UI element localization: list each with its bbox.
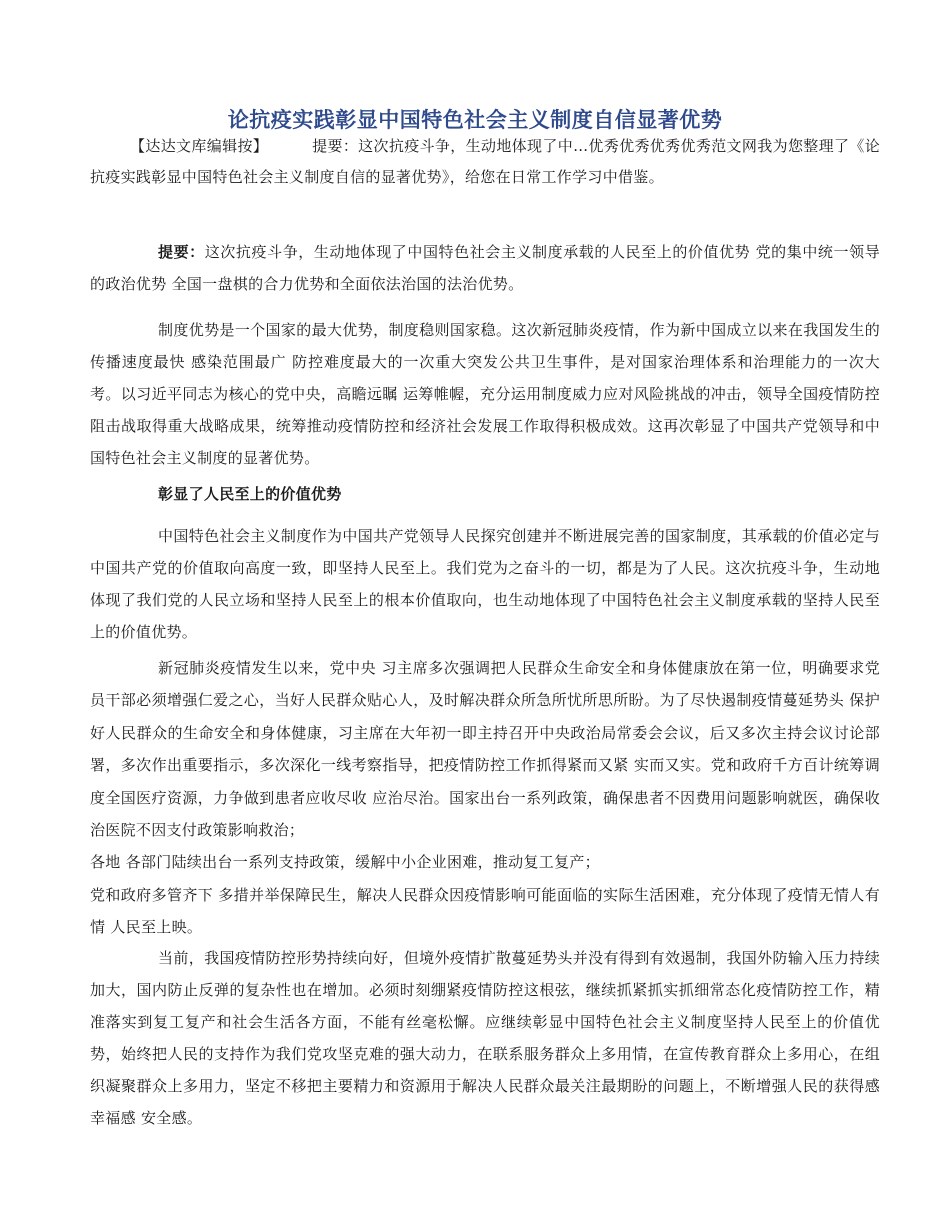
paragraph-3-line-2: 各地 各部门陆续出台一系列支持政策，缓解中小企业困难，推动复工复产；	[90, 853, 600, 872]
paragraph-1: 制度优势是一个国家的最大优势，制度稳则国家稳。这次新冠肺炎疫情，作为新中国成立以来在我国发生的传播速度最快 感染范围最广 防控难度最大的一次重大突发公共卫生事件，是对国家治理体系和治理能力的一次大考。以习近平同志为核心的党中央，高瞻远瞩 运筹帷幄，充分运用制度威力应对风险挑战的冲击，领导全国疫情防控阻击战取得重大战略成果，统筹推动疫情防控和经济社会发展工作取得积极成效。这再次彰显了中国共产党领导和中国特色社会主义制度的显著优势。	[90, 321, 880, 467]
editor-note	[90, 131, 880, 193]
editor-note-text: 提要：这次抗疫斗争，生动地体现了中…优秀优秀优秀优秀范文网我为您整理了《论抗疫实践彰显中国特色社会主义制度自信的显著优势》，给您在日常工作学习中借鉴。	[90, 137, 880, 186]
document-title: 论抗疫实践彰显中国特色社会主义制度自信显著优势	[227, 107, 723, 132]
abstract-label: 提要：	[158, 243, 205, 261]
section-heading: 彰显了人民至上的价值优势	[158, 485, 342, 503]
abstract-paragraph	[90, 236, 880, 300]
editor-note-tag: 【达达文库编辑按】	[130, 137, 269, 155]
paragraph-2: 中国特色社会主义制度作为中国共产党领导人民探究创建并不断进展完善的国家制度，其承载的价值必定与中国共产党的价值取向高度一致，即坚持人民至上。我们党为之奋斗的一切，都是为了人民。这次抗疫斗争，生动地体现了我们党的人民立场和坚持人民至上的根本价值取向，也生动地体现了中国特色社会主义制度承载的坚持人民至上的价值优势。	[90, 527, 880, 641]
paragraph-3-line-1: 新冠肺炎疫情发生以来，党中央 习主席多次强调把人民群众生命安全和身体健康放在第一位，明确要求党员干部必须增强仁爱之心，当好人民群众贴心人，及时解决群众所急所忧所思所盼。为了尽快遏制疫情蔓延势头 保护好人民群众的生命安全和身体健康，习主席在大年初一即主持召开中央政治局常委会会议，后又多次主持会议讨论部署，多次作出重要指示，多次深化一线考察指导，把疫情防控工作抓得紧而又紧 实而又实。党和政府千方百计统筹调度全国医疗资源，力争做到患者应收尽收 应治尽治。国家出台一系列政策，确保患者不因费用问题影响就医，确保收治医院不因支付政策影响救治；	[90, 659, 880, 840]
paragraph-3	[90, 652, 880, 944]
paragraph-4: 当前，我国疫情防控形势持续向好，但境外疫情扩散蔓延势头并没有得到有效遏制，我国外防输入压力持续加大，国内防止反弹的复杂性也在增加。必须时刻绷紧疫情防控这根弦，继续抓紧抓实抓细常态化疫情防控工作，精准落实到复工复产和社会生活各方面，不能有丝毫松懈。应继续彰显中国特色社会主义制度坚持人民至上的价值优势，始终把人民的支持作为我们党攻坚克难的强大动力，在联系服务群众上多用情，在宣传教育群众上多用心，在组织凝聚群众上多用力，坚定不移把主要精力和资源用于解决人民群众最关注最期盼的问题上，不断增强人民的获得感 幸福感 安全感。	[90, 949, 880, 1127]
paragraph-3-line-3: 党和政府多管齐下 多措并举保障民生，解决人民群众因疫情影响可能面临的实际生活困难，充分体现了疫情无情人有情 人民至上映。	[90, 885, 880, 937]
abstract-text: 这次抗疫斗争，生动地体现了中国特色社会主义制度承载的人民至上的价值优势 党的集中统一领导的政治优势 全国一盘棋的合力优势和全面依法治国的法治优势。	[90, 243, 880, 293]
